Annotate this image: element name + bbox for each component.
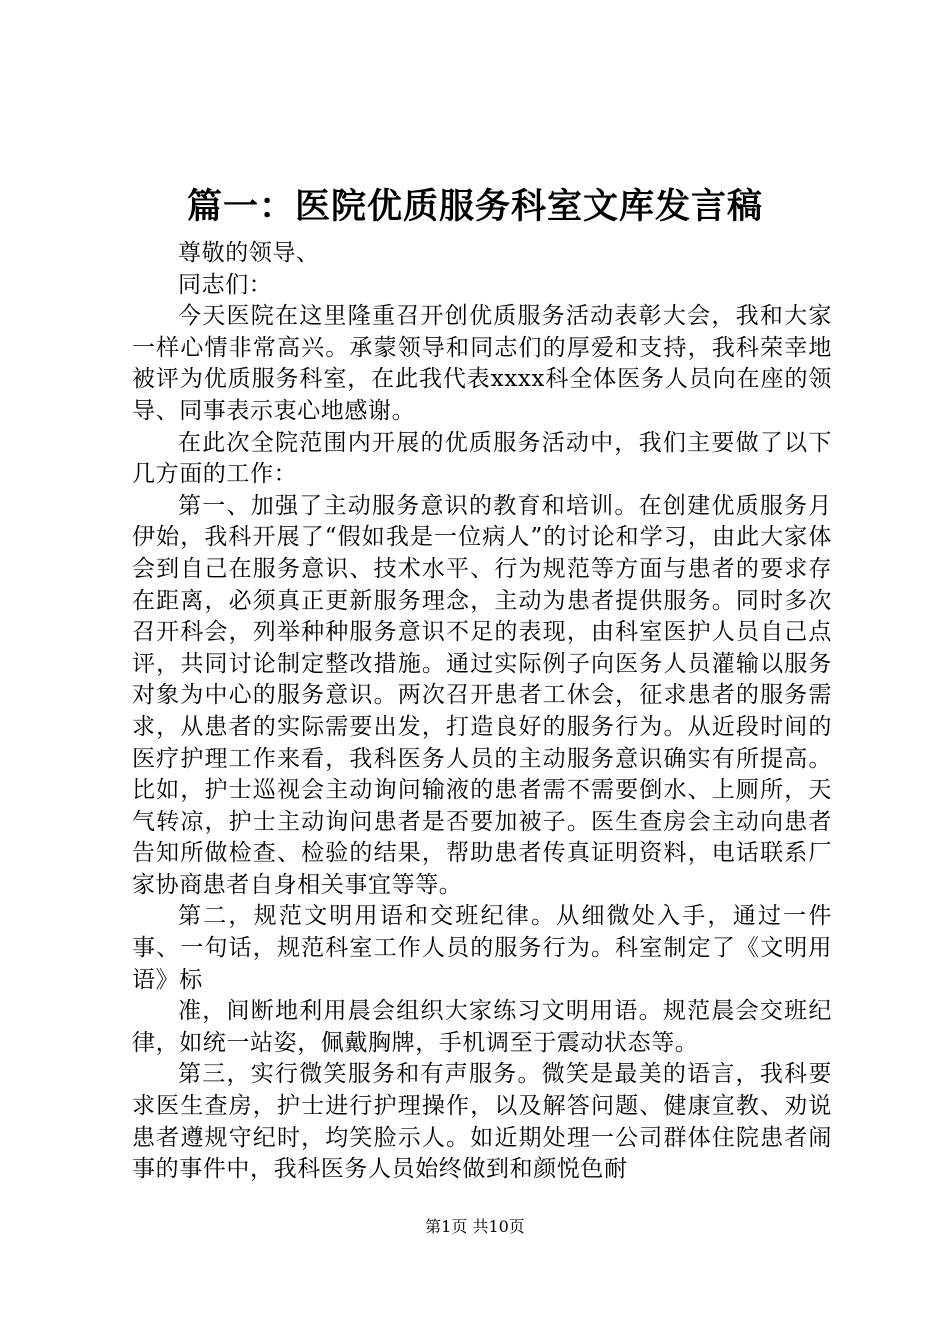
body-paragraph: 准，间断地利用晨会组织大家练习文明用语。规范晨会交班纪律，如统一站姿，佩戴胸牌，手机调至于震动状态等。 xyxy=(132,998,832,1056)
page-footer: 第1页 共10页 xyxy=(425,1217,525,1236)
body-paragraph: 第二，规范文明用语和交班纪律。从细微处入手，通过一件事、一句话，规范科室工作人员的服务行为。科室制定了《文明用语》标 xyxy=(132,903,832,993)
body-paragraph: 在此次全院范围内开展的优质服务活动中，我们主要做了以下几方面的工作： xyxy=(132,429,832,488)
body-paragraph: 第三，实行微笑服务和有声服务。微笑是最美的语言，我科要求医生查房，护士进行护理操作，以及解答问题、健康宣教、劝说患者遵规守纪时，均笑脸示人。如近期处理一公司群体住院患者闹事的事件中，我科医务人员始终做到和颜悦色耐 xyxy=(132,1061,832,1183)
document-title: 篇一：医院优质服务科室文库发言稿 xyxy=(186,187,763,227)
salutation-line: 同志们： xyxy=(178,271,273,298)
salutation-line: 尊敬的领导、 xyxy=(178,240,320,266)
body-paragraph: 今天医院在这里隆重召开创优质服务活动表彰大会，我和大家一样心情非常高兴。承蒙领导和同志们的厚爱和支持，我科荣幸地被评为优质服务科室，在此我代表xxxx科全体医务人员向在座的领导、同事表示衷心地感谢。 xyxy=(132,303,832,424)
body-paragraph: 第一、加强了主动服务意识的教育和培训。在创建优质服务月伊始，我科开展了“假如我是一位病人”的讨论和学习，由此大家体会到自己在服务意识、技术水平、行为规范等方面与患者的要求存在距离，必须真正更新服务理念，主动为患者提供服务。同时多次召开科会，列举种种服务意识不足的表现，由科室医护人员自己点评，共同讨论制定整改措施。通过实际例子向医务人员灌输以服务对象为中心的服务意识。两次召开患者工休会，征求患者的服务需求，从患者的实际需要出发，打造良好的服务行为。从近段时间的医疗护理工作来看，我科医务人员的主动服务意识确实有所提高。比如，护士巡视会主动询问输液的患者需不需要倒水、上厕所，天气转凉，护士主动询问患者是否要加被子。医生查房会主动向患者告知所做检查、检验的结果，帮助患者传真证明资料，电话联系厂家协商患者自身相关事宜等等。 xyxy=(132,492,832,898)
document-body xyxy=(132,238,832,1186)
